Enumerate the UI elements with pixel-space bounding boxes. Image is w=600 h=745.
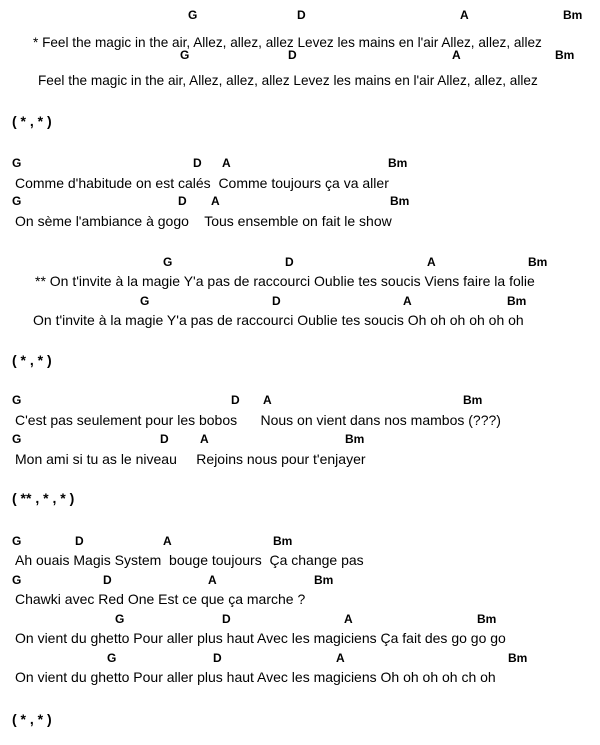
chord: D — [178, 194, 187, 208]
chord: A — [344, 612, 353, 626]
chord: G — [188, 8, 198, 22]
chord: Bm — [555, 48, 575, 62]
chord: G — [180, 48, 190, 62]
chord: Bm — [388, 156, 408, 170]
repeat-marker: ( * , * ) — [12, 711, 52, 727]
repeat-marker: ( * , * ) — [12, 352, 52, 368]
chord: D — [193, 156, 202, 170]
chord: G — [140, 294, 150, 308]
chord: G — [12, 194, 22, 208]
repeat-marker: ( ** , * , * ) — [12, 490, 75, 506]
lyric-line: On vient du ghetto Pour aller plus haut Avec les magiciens Oh oh oh oh ch oh — [15, 669, 496, 685]
lyric-line: Ah ouais Magis System bouge toujours Ça change pas — [15, 552, 364, 568]
chord: Bm — [390, 194, 410, 208]
lyric-line: C'est pas seulement pour les bobos Nous on vient dans nos mambos (???) — [15, 412, 501, 428]
chord: Bm — [463, 393, 483, 407]
chord: Bm — [508, 651, 528, 665]
repeat-marker: ( * , * ) — [12, 113, 52, 129]
chord: G — [107, 651, 117, 665]
chord: G — [12, 393, 22, 407]
chord: Bm — [345, 432, 365, 446]
chord: D — [160, 432, 169, 446]
lyric-line: Chawki avec Red One Est ce que ça marche ? — [15, 591, 306, 607]
chord: G — [163, 255, 173, 269]
chord: G — [115, 612, 125, 626]
lyric-line: On vient du ghetto Pour aller plus haut Avec les magiciens Ça fait des go go go — [15, 630, 506, 646]
chord: A — [211, 194, 220, 208]
chord: Bm — [314, 573, 334, 587]
chord: A — [336, 651, 345, 665]
chord: A — [460, 8, 469, 22]
chord: A — [427, 255, 436, 269]
chord: A — [200, 432, 209, 446]
chord: Bm — [528, 255, 548, 269]
lyric-line: On sème l'ambiance à gogo Tous ensemble on fait le show — [15, 213, 392, 229]
chord: G — [12, 432, 22, 446]
lyric-line: On t'invite à la magie Y'a pas de raccourci Oublie tes soucis Oh oh oh oh oh oh — [33, 312, 524, 328]
lyric-line: Comme d'habitude on est calés Comme toujours ça va aller — [15, 175, 389, 191]
chord: D — [297, 8, 306, 22]
chord: Bm — [477, 612, 497, 626]
chord: Bm — [273, 534, 293, 548]
chord: G — [12, 156, 22, 170]
chord: A — [263, 393, 272, 407]
chord: D — [288, 48, 297, 62]
chord: D — [75, 534, 84, 548]
chord: G — [12, 573, 22, 587]
chord: A — [208, 573, 217, 587]
chord: D — [222, 612, 231, 626]
chord: A — [403, 294, 412, 308]
chord: Bm — [507, 294, 527, 308]
chord: G — [12, 534, 22, 548]
chord: Bm — [563, 8, 583, 22]
lyric-line: * Feel the magic in the air, Allez, allez, allez Levez les mains en l'air Allez, allez, allez — [33, 35, 542, 50]
chord: D — [272, 294, 281, 308]
chord: A — [163, 534, 172, 548]
lyric-line: Mon ami si tu as le niveau Rejoins nous pour t'enjayer — [15, 451, 366, 467]
lyric-line: Feel the magic in the air, Allez, allez, allez Levez les mains en l'air Allez, allez, allez — [38, 73, 538, 88]
chord: D — [285, 255, 294, 269]
chord: D — [213, 651, 222, 665]
chord: A — [452, 48, 461, 62]
chord: D — [231, 393, 240, 407]
chord: A — [222, 156, 231, 170]
lyric-line: ** On t'invite à la magie Y'a pas de raccourci Oublie tes soucis Viens faire la folie — [35, 273, 535, 289]
chord: D — [103, 573, 112, 587]
